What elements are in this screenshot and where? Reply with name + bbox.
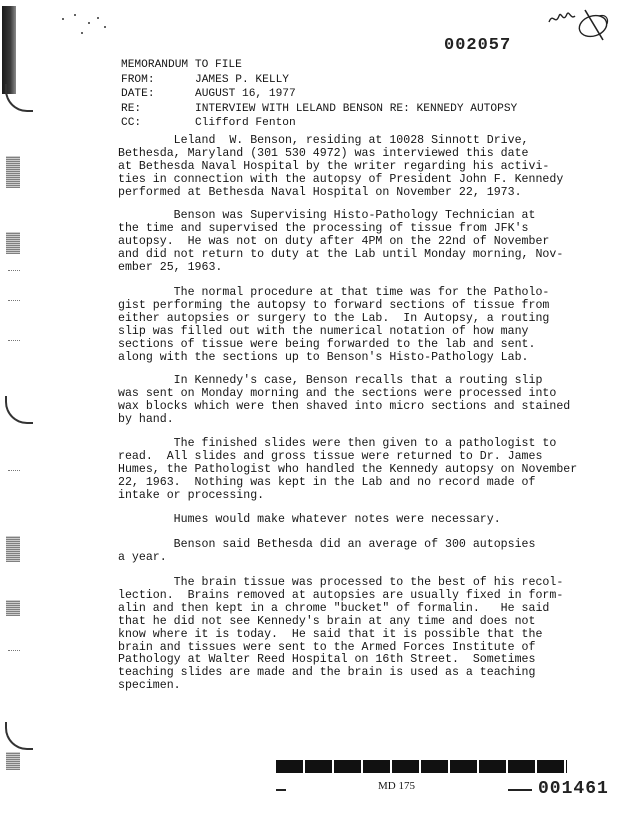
field-value: JAMES P. KELLY — [195, 73, 289, 86]
memo-field-from — [121, 73, 517, 88]
scan-tick — [8, 270, 20, 271]
footer-dash — [508, 789, 532, 791]
scan-tick — [8, 650, 20, 651]
body-paragraph-5: The finished slides were then given to a pathologist to read. All slides and gross tissue were returned to Dr. James Humes, the Pathologist who handled the Kennedy autopsy on November 22, 1963. Nothing was kept in the Lab and no record made of intake or processing. — [118, 437, 578, 502]
scan-smudge — [6, 600, 20, 616]
scan-tick — [8, 300, 20, 301]
field-label: RE: — [121, 102, 142, 115]
punch-hole-mark — [5, 722, 33, 750]
field-value: Clifford Fenton — [195, 117, 296, 130]
body-paragraph-4: In Kennedy's case, Benson recalls that a routing slip was sent on Monday morning and the sections were processed into wax blocks which were then shaved into micro sections and stained by hand. — [118, 374, 571, 426]
memo-title: MEMORANDUM TO FILE — [121, 59, 242, 71]
punch-hole-mark — [5, 84, 33, 112]
scan-tick — [8, 470, 20, 471]
scan-speck — [97, 17, 99, 19]
punch-hole-mark — [5, 396, 33, 424]
field-value: AUGUST 16, 1977 — [195, 88, 296, 101]
field-value: INTERVIEW WITH LELAND BENSON RE: KENNEDY AUTOPSY — [195, 102, 518, 115]
field-label: DATE: — [121, 88, 155, 101]
scan-tick — [8, 340, 20, 341]
md-label: MD 175 — [378, 780, 415, 792]
scan-speck — [62, 18, 64, 20]
footer-dash — [276, 789, 286, 791]
body-paragraph-8: The brain tissue was processed to the best of his recol- lection. Brains removed at autopsies are usually fixed in form- alin and then kept in a chrome "bucket" of formalin. He said that he did not see Kennedy's brain at any time and does not know where it is today. He said that it is possible that the brain and tissues were sent to the Armed Forces Institute of Pathology at Walter Reed Hospital on 16th Street. Sometimes teaching slides are made and the brain is used as a teaching specimen. — [118, 576, 564, 693]
bates-number: 001461 — [538, 779, 609, 799]
memo-field-date — [121, 87, 517, 102]
body-paragraph-2: Benson was Supervising Histo-Pathology Technician at the time and supervised the processing of tissue from JFK's autopsy. He was not on duty after 4PM on the 22nd of November and did not return to duty at the Lab until Monday morning, Nov- ember 25, 1963. — [118, 209, 564, 274]
memo-field-re — [121, 102, 517, 117]
scan-speck — [74, 14, 76, 16]
body-paragraph-3: The normal procedure at that time was for the Patholo- gist performing the autopsy to forward sections of tissue from either autopsies or surgery to the Lab. In Autopsy, a routing slip was filled out with the numerical notation of how many sections of tissue were being forwarded to the lab and sent. along with the sections up to Benson's Histo-Pathology Lab. — [118, 286, 550, 364]
field-label: CC: — [121, 117, 142, 130]
handwritten-initials-signature — [545, 4, 615, 44]
field-label: FROM: — [121, 73, 155, 86]
document-number: 002057 — [444, 36, 512, 55]
body-paragraph-1: Leland W. Benson, residing at 10028 Sinnott Drive, Bethesda, Maryland (301 530 4972) was interviewed this date at Bethesda Naval Hospital by the writer regarding his activi- ties in connection with the autopsy of President John F. Kennedy performed at Bethesda Naval Hospital on November 22, 1973. — [118, 134, 564, 199]
scan-speck — [88, 22, 90, 24]
body-paragraph-6: Humes would make whatever notes were necessary. — [118, 513, 501, 526]
scan-smudge — [6, 752, 20, 770]
memo-field-cc — [121, 116, 517, 131]
scan-speck — [104, 26, 106, 28]
scan-smudge — [6, 156, 20, 188]
memo-header — [121, 58, 517, 131]
binding-edge-shadow — [2, 6, 16, 94]
body-paragraph-7: Benson said Bethesda did an average of 300 autopsies a year. — [118, 538, 536, 564]
scan-smudge — [6, 536, 20, 562]
redaction-bar — [276, 760, 567, 773]
scan-smudge — [6, 232, 20, 254]
scan-speck — [81, 32, 83, 34]
